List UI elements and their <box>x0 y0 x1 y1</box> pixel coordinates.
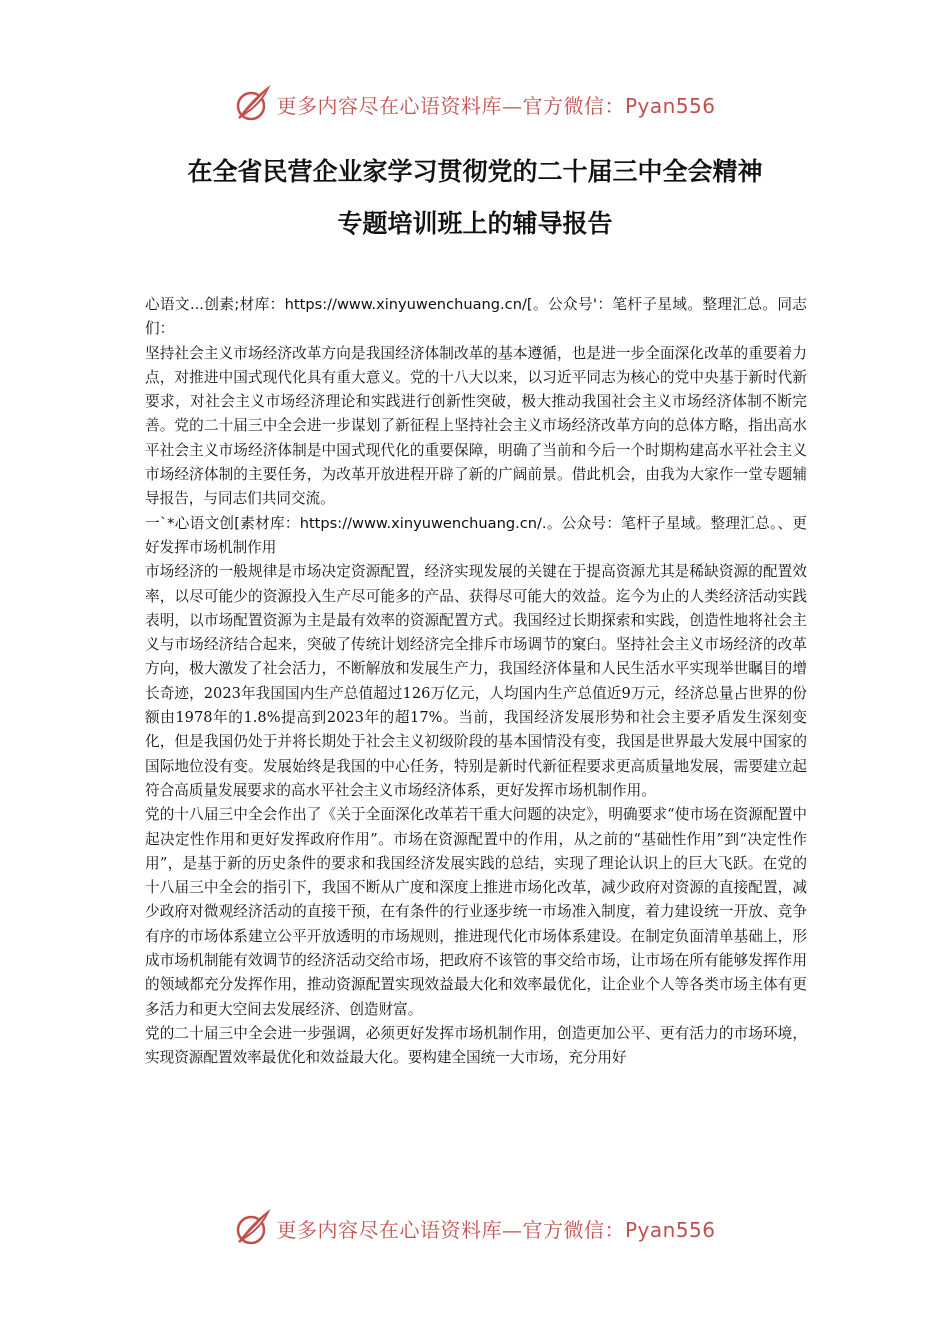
title-line-1: 在全省民营企业家学习贯彻党的二十届三中全会精神 <box>187 157 763 186</box>
footer-watermark <box>0 1206 950 1250</box>
wechat-id: Pyan556 <box>624 1217 716 1242</box>
intro-line: 心语文...创素;材库：https://www.xinyuwenchuang.cn/[。公众号'：笔杆子星域。整理汇总。同志们： <box>145 296 807 338</box>
title-line-2: 专题培训班上的辅导报告 <box>337 209 613 238</box>
paragraph-2: 市场经济的一般规律是市场决定资源配置，经济实现发展的关键在于提高资源尤其是稀缺资源的配置效率，以尽可能少的资源投入生产尽可能多的产品、获得尽可能大的效益。迄今为止的人类经济活动实践表明，以市场配置资源为主是最有效率的资源配置方式。我国经过长期探索和实践，创造性地将社会主义与市场经济结合起来，突破了传统计划经济完全排斥市场调节的窠臼。坚持社会主义市场经济的改革方向，极大激发了社会活力，不断解放和发展生产力，我国经济体量和人民生活水平实现举世瞩目的增长奇迹，2023年我国国内生产总值超过126万亿元，人均国内生产总值近9万元，经济总量占世界的份额由1978年的1.8%提高到2023年的超17%。当前，我国经济发展形势和社会主要矛盾发生深刻变化，但是我国仍处于并将长期处于社会主义初级阶段的基本国情没有变，我国是世界最大发展中国家的国际地位没有变。发展始终是我国的中心任务，特别是新时代新征程要求更高质量地发展，需要建立起符合高质量发展要求的高水平社会主义市场经济体系，更好发挥市场机制作用。 <box>145 563 807 799</box>
quill-logo-icon <box>234 1209 272 1247</box>
paragraph-1: 坚持社会主义市场经济改革方向是我国经济体制改革的基本遵循，也是进一步全面深化改革的重要着力点，对推进中国式现代化具有重大意义。党的十八大以来，以习近平同志为核心的党中央基于新时代新要求，对社会主义市场经济理论和实践进行创新性突破，极大推动我国社会主义市场经济体制不断完善。党的二十届三中全会进一步谋划了新征程上坚持社会主义市场经济改革方向的总体方略，指出高水平社会主义市场经济体制是中国式现代化的重要保障，明确了当前和今后一个时期构建高水平社会主义市场经济体制的主要任务，为改革开放进程开辟了新的广阔前景。借此机会，由我为大家作一堂专题辅导报告，与同志们共同交流。 <box>145 344 807 508</box>
section-heading-1: 一`*心语文创[素材库：https://www.xinyuwenchuang.cn/.。公众号：笔杆子星域。整理汇总。、更好发挥市场机制作用 <box>145 514 807 556</box>
watermark-text: 更多内容尽在心语资料库—官方微信：Pyan556 <box>276 93 716 118</box>
header-watermark <box>0 82 950 126</box>
paragraph-4: 党的二十届三中全会进一步强调，必须更好发挥市场机制作用，创造更加公平、更有活力的市场环境，实现资源配置效率最优化和效益最大化。要构建全国统一大市场，充分用好 <box>145 1024 807 1067</box>
quill-logo-icon <box>234 85 272 123</box>
watermark-text: 更多内容尽在心语资料库—官方微信：Pyan556 <box>276 1217 716 1242</box>
wechat-id: Pyan556 <box>624 93 716 118</box>
document-title <box>120 146 830 250</box>
document-body <box>145 293 807 1071</box>
paragraph-3: 党的十八届三中全会作出了《关于全面深化改革若干重大问题的决定》，明确要求“使市场在资源配置中起决定性作用和更好发挥政府作用”。市场在资源配置中的作用，从之前的“基础性作用”到“决定性作用”，是基于新的历史条件的要求和我国经济发展实践的总结，实现了理论认识上的巨大飞跃。在党的十八届三中全会的指引下，我国不断从广度和深度上推进市场化改革，减少政府对资源的直接配置，减少政府对微观经济活动的直接干预，在有条件的行业逐步统一市场准入制度，着力建设统一开放、竞争有序的市场体系建立公平开放透明的市场规则，推进现代化市场体系建设。在制定负面清单基础上，形成市场机制能有效调节的经济活动交给市场，把政府不该管的事交给市场，让市场在所有能够发挥作用的领域都充分发挥作用，推动资源配置实现效益最大化和效率最优化，让企业个人等各类市场主体有更多活力和更大空间去发展经济、创造财富。 <box>145 806 807 1018</box>
